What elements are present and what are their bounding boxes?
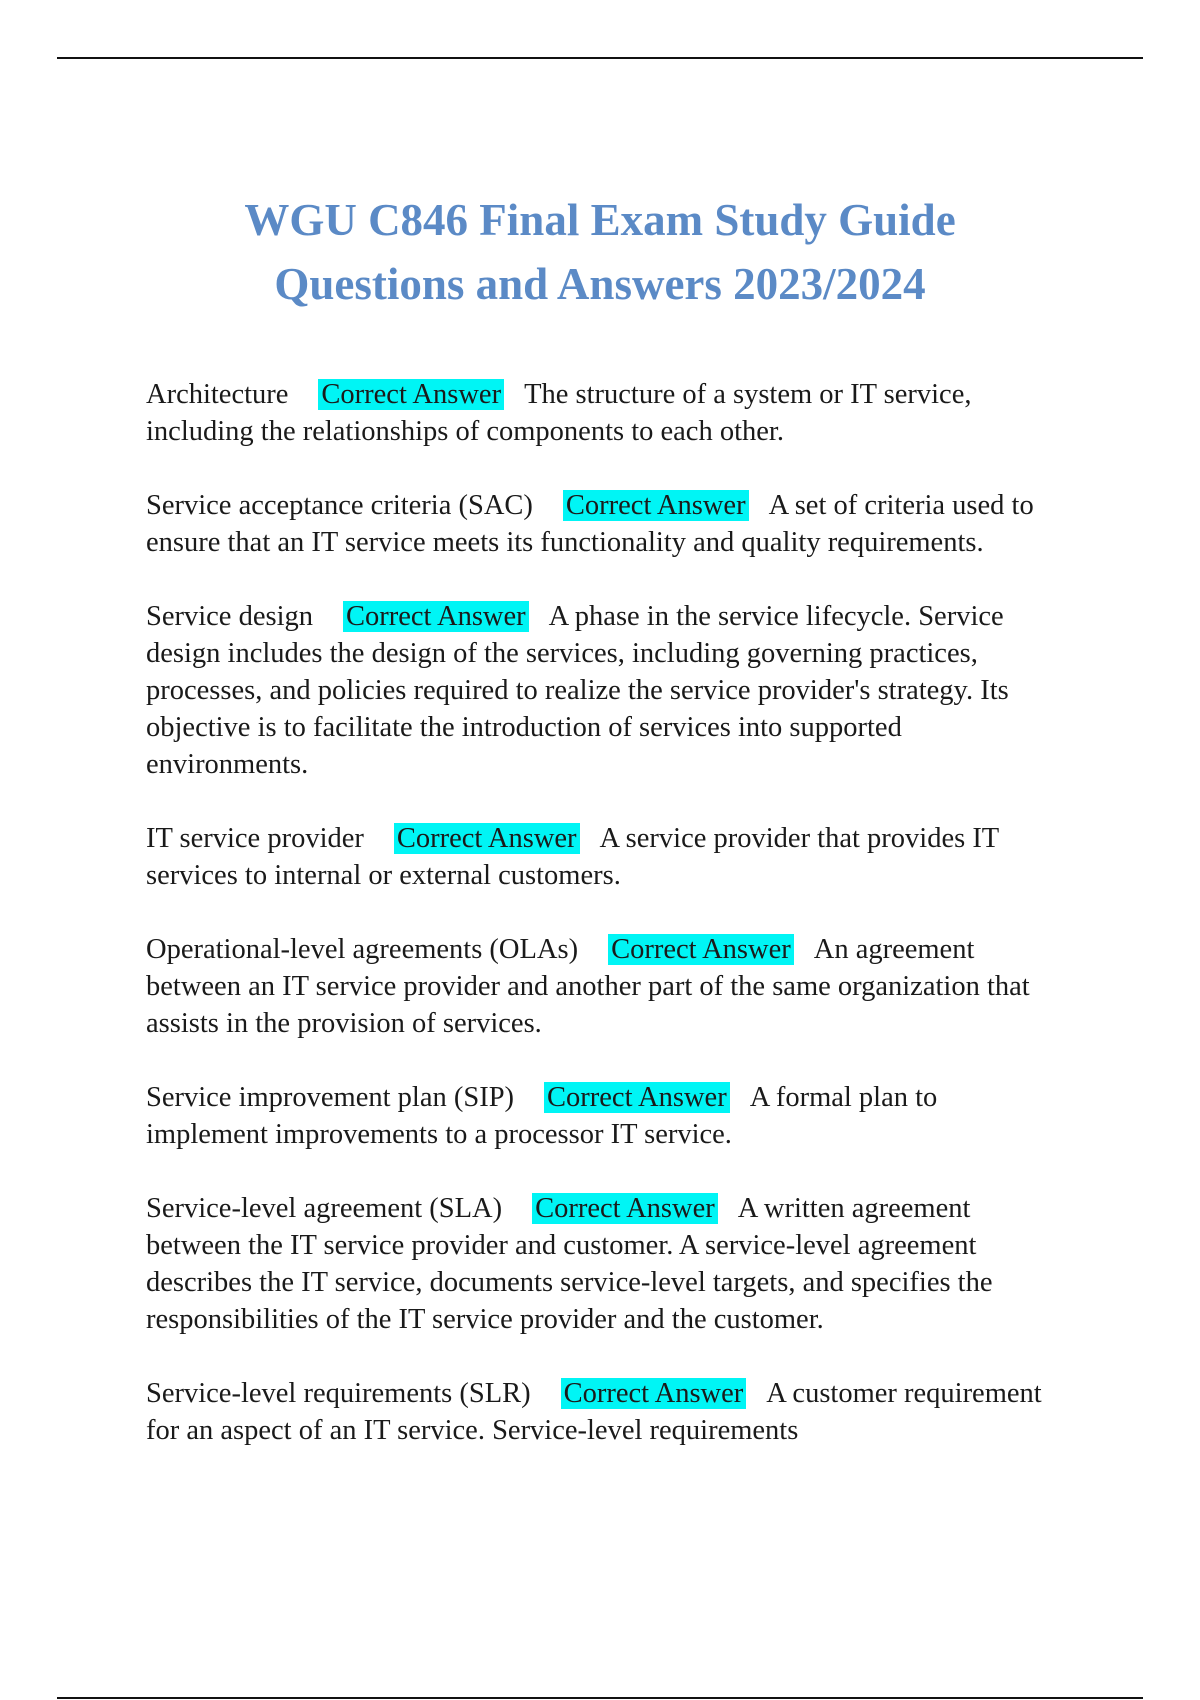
correct-answer-badge: Correct Answer xyxy=(561,1378,747,1409)
document-title xyxy=(0,188,1200,316)
entry-answer: The structure of a system or IT service, including the relationships of components to each other. xyxy=(146,379,972,447)
qa-entry-it-service-provider xyxy=(146,820,1066,894)
correct-answer-badge: Correct Answer xyxy=(532,1193,718,1224)
title-line-2: Questions and Answers 2023/2024 xyxy=(274,259,926,309)
qa-entry-sip xyxy=(146,1079,1066,1153)
entry-answer: An agreement between an IT service provider and another part of the same organization that assists in the provision of services. xyxy=(146,934,1030,1039)
entry-term: Service-level requirements (SLR) xyxy=(146,1378,531,1409)
correct-answer-badge: Correct Answer xyxy=(608,934,794,965)
qa-entry-slr xyxy=(146,1375,1066,1449)
entry-term: Operational-level agreements (OLAs) xyxy=(146,934,579,965)
qa-entry-sla xyxy=(146,1190,1066,1338)
correct-answer-badge: Correct Answer xyxy=(544,1082,730,1113)
entry-answer: A set of criteria used to ensure that an IT service meets its functionality and quality requirements. xyxy=(146,490,1034,558)
entry-answer: A formal plan to implement improvements to a processor IT service. xyxy=(146,1082,938,1150)
top-rule xyxy=(57,57,1143,59)
qa-entry-architecture xyxy=(146,376,1066,450)
entry-answer: A service provider that provides IT services to internal or external customers. xyxy=(146,823,999,891)
qa-entry-sac xyxy=(146,487,1066,561)
entry-term: Service acceptance criteria (SAC) xyxy=(146,490,533,521)
entry-answer: A written agreement between the IT service provider and customer. A service-level agreement describes the IT service, documents service-level targets, and specifies the responsibilities of the IT service provider and the customer. xyxy=(146,1193,993,1335)
entry-answer: A phase in the service lifecycle. Service design includes the design of the services, including governing practices, processes, and policies required to realize the service provider's strategy. Its objective is to facilitate the introduction of services into supported environments. xyxy=(146,601,1009,780)
entry-term: Service-level agreement (SLA) xyxy=(146,1193,503,1224)
correct-answer-badge: Correct Answer xyxy=(394,823,580,854)
correct-answer-badge: Correct Answer xyxy=(343,601,529,632)
correct-answer-badge: Correct Answer xyxy=(318,379,504,410)
entry-answer: A customer requirement for an aspect of an IT service. Service-level requirements xyxy=(146,1378,1042,1446)
entry-term: Architecture xyxy=(146,379,289,410)
entry-term: IT service provider xyxy=(146,823,364,854)
entry-term: Service improvement plan (SIP) xyxy=(146,1082,515,1113)
correct-answer-badge: Correct Answer xyxy=(563,490,749,521)
qa-entry-service-design xyxy=(146,598,1066,783)
title-line-1: WGU C846 Final Exam Study Guide xyxy=(244,195,956,245)
bottom-rule xyxy=(57,1697,1143,1699)
qa-entry-ola xyxy=(146,931,1066,1042)
entry-term: Service design xyxy=(146,601,313,632)
qa-list xyxy=(146,376,1066,1486)
